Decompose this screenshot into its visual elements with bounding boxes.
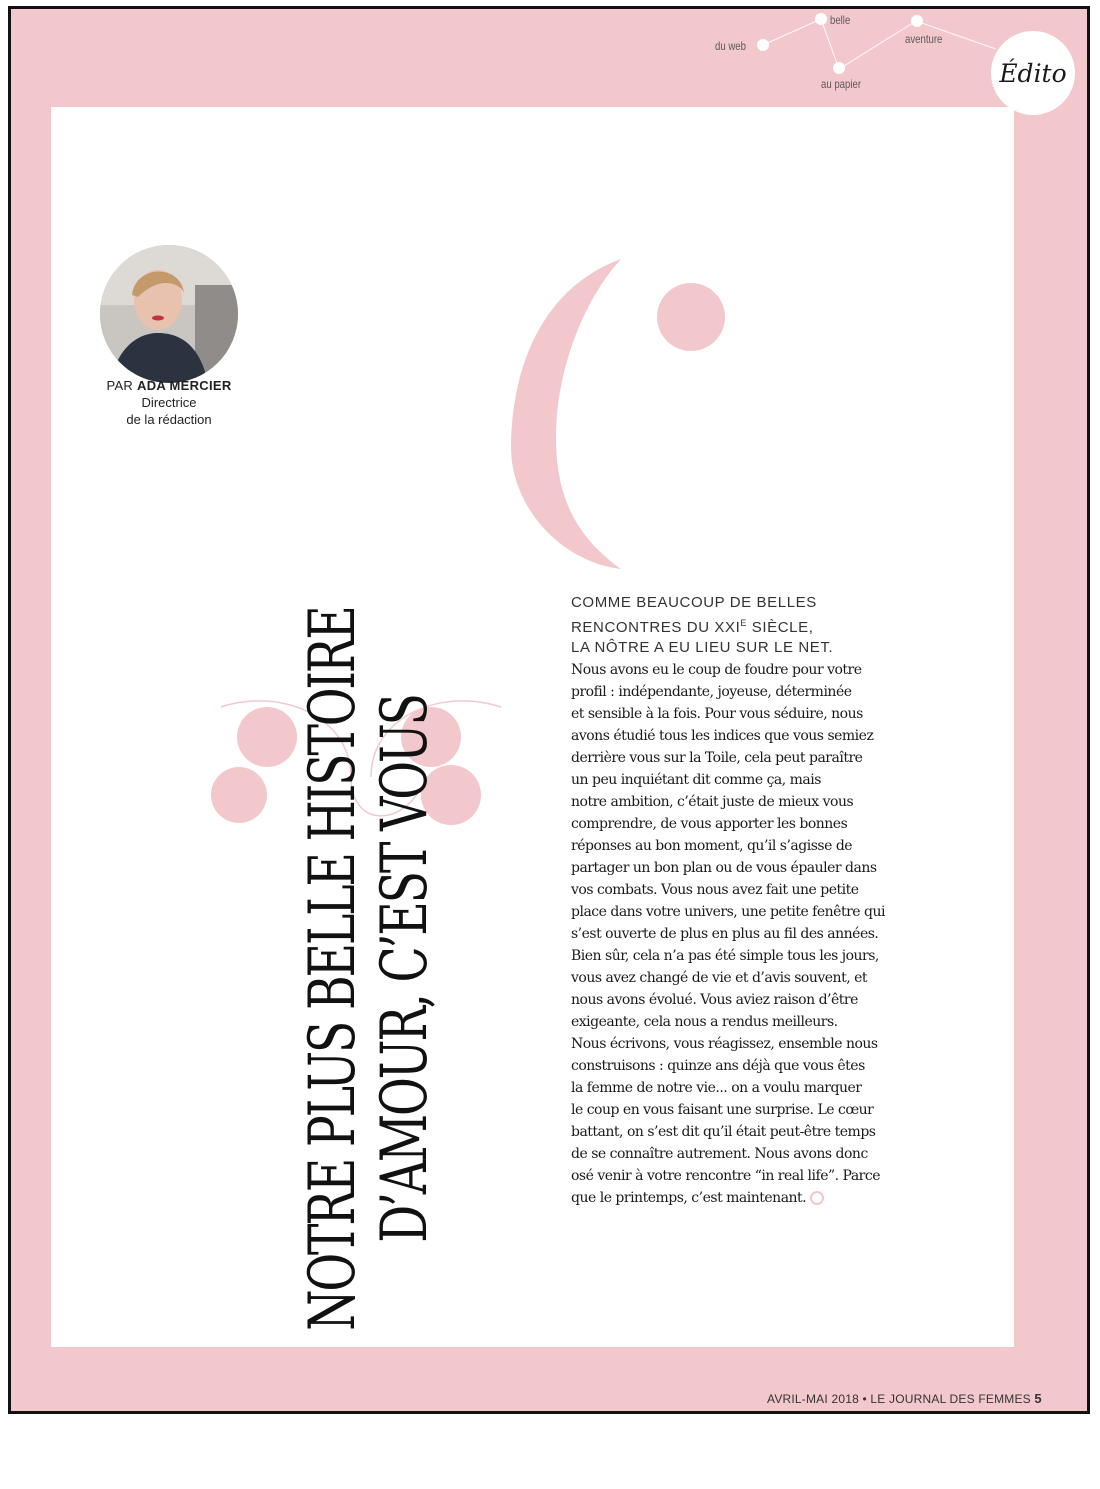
nav-dot-papier	[833, 62, 845, 74]
body-line: exigeante, cela nous a rendus meilleurs.	[571, 1014, 838, 1030]
nav-dot-belle	[815, 13, 827, 25]
nav-word-belle: belle	[830, 13, 851, 27]
author-name: ADA MERCIER	[137, 378, 232, 393]
body-line: un peu inquiétant dit comme ça, mais	[571, 772, 821, 788]
body-line: comprendre, de vous apporter les bonnes	[571, 816, 848, 832]
body-line: Nous avons eu le coup de foudre pour votre	[571, 662, 862, 678]
page-number: 5	[1034, 1391, 1042, 1406]
magazine-page	[8, 6, 1090, 1414]
body-line: s’est ouverte de plus en plus au fil des années.	[571, 926, 879, 942]
nav-dot-web	[757, 39, 769, 51]
body-line: réponses au bon moment, qu’il s’agisse de	[571, 838, 853, 854]
section-badge	[991, 31, 1075, 115]
end-mark-icon	[810, 1191, 824, 1205]
body-line: avons étudié tous les indices que vous semiez	[571, 728, 874, 744]
body-line: le coup en vous faisant une surprise. Le cœur	[571, 1102, 874, 1118]
byline-prefix: PAR	[106, 378, 138, 393]
nav-word-aventure: aventure	[905, 32, 943, 46]
author-byline	[81, 377, 257, 428]
body-line: vous avez changé de vie et d’avis souvent, et	[571, 970, 868, 986]
author-role-2: de la rédaction	[126, 412, 212, 427]
section-label: Édito	[999, 58, 1067, 88]
body-line: notre ambition, c’était juste de mieux vous	[571, 794, 854, 810]
body-line: la femme de notre vie... on a voulu marquer	[571, 1080, 862, 1096]
lead-line-2	[571, 613, 931, 638]
lead-line-2-end: SIÈCLE,	[747, 619, 814, 636]
body-line: construisons : quinze ans déjà que vous êtes	[571, 1058, 865, 1074]
page-footer	[767, 1391, 1042, 1406]
body-line: que le printemps, c’est maintenant.	[571, 1187, 921, 1209]
body-line: derrière vous sur la Toile, cela peut paraître	[571, 750, 863, 766]
nav-word-web: du web	[715, 39, 746, 53]
body-line: Bien sûr, cela n’a pas été simple tous les jours,	[571, 948, 879, 964]
body-line: battant, on s’est dit qu’il était peut-être temps	[571, 1124, 876, 1140]
headline	[289, 449, 449, 1489]
body-line: place dans votre univers, une petite fenêtre qui	[571, 904, 885, 920]
body-line: Nous écrivons, vous réagissez, ensemble nous	[571, 1036, 878, 1052]
author-role-1: Directrice	[141, 395, 197, 410]
body-line: vos combats. Vous nous avez fait une petite	[571, 882, 859, 898]
lead-line-1: COMME BEAUCOUP DE BELLES	[571, 594, 817, 611]
nav-word-papier: au papier	[821, 77, 862, 91]
lead-line-2-sup: E	[740, 618, 747, 628]
quote-mark-icon	[501, 247, 741, 577]
lead-line-2-main: RENCONTRES DU XXI	[571, 619, 741, 636]
headline-line-1: NOTRE PLUS BELLE HISTOIRE	[296, 607, 370, 1331]
body-line: de se connaître autrement. Nous avons donc	[571, 1146, 868, 1162]
body-line: et sensible à la fois. Pour vous séduire, nous	[571, 706, 863, 722]
editorial-body	[571, 659, 921, 1209]
body-line: osé venir à votre rencontre “in real life”. Parce	[571, 1168, 880, 1184]
body-line: nous avons évolué. Vous aviez raison d’être	[571, 992, 858, 1008]
body-line: partager un bon plan ou de vous épauler dans	[571, 860, 877, 876]
headline-line-2: D’AMOUR, C’EST VOUS	[368, 695, 442, 1243]
lead-paragraph	[571, 593, 931, 658]
footer-text: AVRIL-MAI 2018 • LE JOURNAL DES FEMMES	[767, 1392, 1035, 1406]
nav-dot-aventure	[911, 15, 923, 27]
body-line: profil : indépendante, joyeuse, déterminée	[571, 684, 852, 700]
author-avatar	[100, 245, 238, 383]
lead-line-3: LA NÔTRE A EU LIEU SUR LE NET.	[571, 639, 834, 656]
